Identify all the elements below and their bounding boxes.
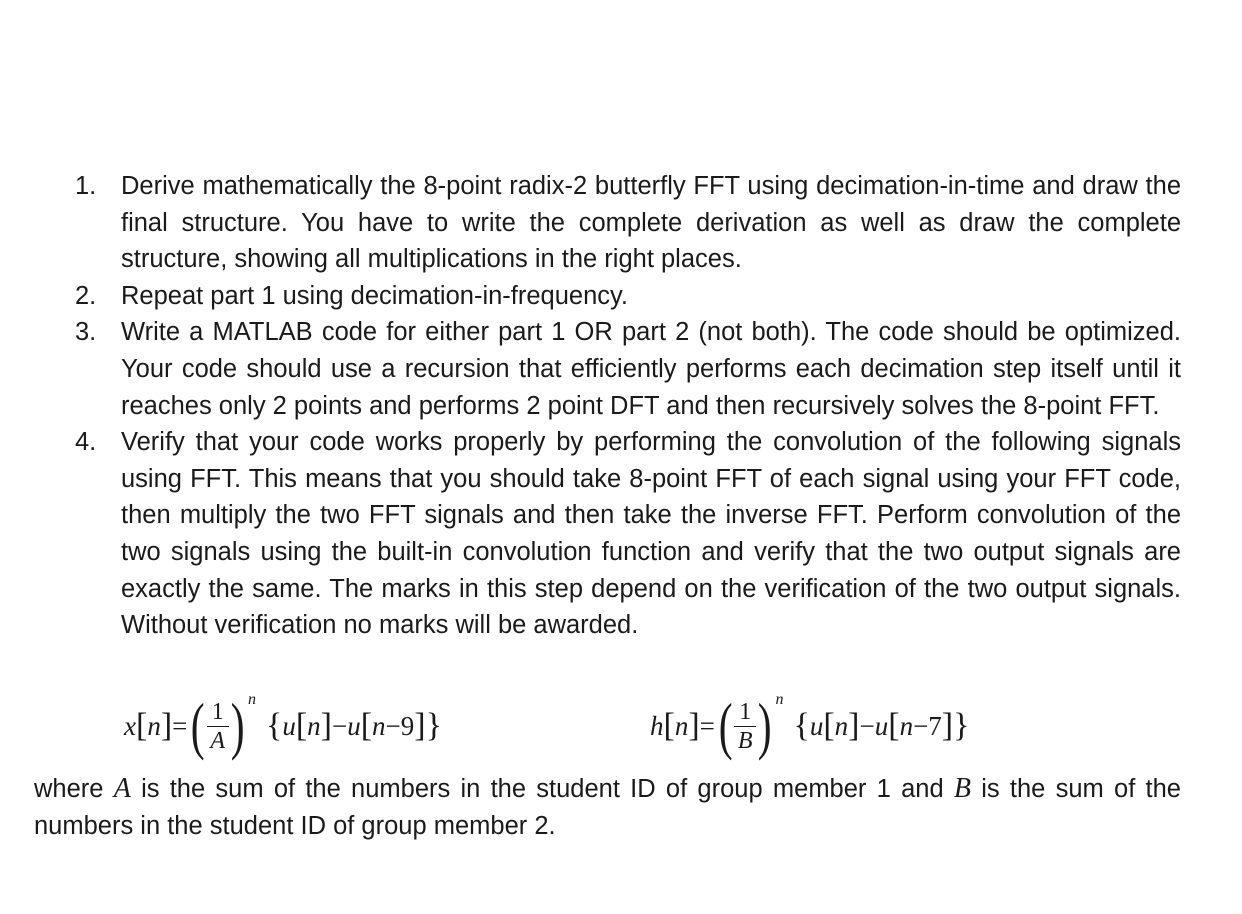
eq-h-step-2-index: n bbox=[899, 710, 914, 741]
equation-h: h [ n ] = ( $\frac{1}{B}$ ) n { u [ n ] − u [ n − 7 ] } bbox=[650, 690, 970, 761]
list-item bbox=[75, 278, 1181, 315]
eq-x-lhs-index: n bbox=[147, 710, 161, 741]
item-text: Derive mathematically the 8-point radix-2 butterfly FFT using decimation-in-time and draw the final structure. You have to write the complete derivation as well as draw the complete structure, showing all multiplications in the right places. bbox=[121, 172, 1181, 274]
item-number: 2. bbox=[75, 281, 97, 310]
list-item bbox=[75, 424, 1181, 644]
eq-x-step-1: u bbox=[282, 710, 296, 741]
eq-h-step-2: u bbox=[874, 710, 889, 741]
eq-x-numerator: 1 bbox=[211, 698, 224, 725]
item-text: Write a MATLAB code for either part 1 OR part 2 (not both). The code should be optimized. Your code should use a recursion that efficiently performs each decimation step itself until it reaches only 2 points and performs 2 point DFT and then recursively solves the 8-point FFT. bbox=[121, 318, 1181, 420]
footer-text-2: is the sum of the numbers in the student ID of group member 1 and bbox=[141, 775, 944, 803]
eq-h-step-1: u bbox=[809, 710, 824, 741]
eq-x-shift: 9 bbox=[400, 710, 415, 741]
eq-h-equals: = bbox=[699, 710, 715, 741]
question-list bbox=[75, 168, 1181, 644]
eq-x-minus-2: − bbox=[385, 710, 401, 741]
equation-x: x [ n ] = ( $\frac{1}{A}$ ) n { u [ n ] − u [ n − 9 ] } bbox=[124, 690, 442, 761]
footer-text-3: is the sum of the numbers in the student ID of group member 2. bbox=[34, 775, 1181, 840]
item-text: Repeat part 1 using decimation-in-frequency. bbox=[121, 281, 628, 310]
eq-x-lhs-var: x bbox=[124, 710, 136, 741]
item-text: Verify that your code works properly by performing the convolution of the following signals using FFT. This means that you should take 8-point FFT of each signal using your FFT code, then multiply the two FFT signals and then take the inverse FFT. Perform convolution of the two signals using the built-in convolution function and verify that the two output signals are exactly the same. The marks in this step depend on the verification of the two output signals. Without verification no marks will be awarded. bbox=[121, 428, 1181, 640]
footer-text-1: where bbox=[34, 775, 104, 803]
eq-x-exponent: n bbox=[248, 691, 256, 708]
eq-x-denominator: A bbox=[210, 727, 226, 754]
footer-symbol-a: A bbox=[113, 773, 131, 804]
eq-h-numerator: 1 bbox=[739, 698, 752, 725]
eq-h-lhs-index: n bbox=[674, 710, 689, 741]
eq-h-step-1-index: n bbox=[834, 710, 849, 741]
eq-x-step-2: u bbox=[347, 710, 361, 741]
eq-h-minus-1: − bbox=[859, 710, 875, 741]
eq-x-minus-1: − bbox=[331, 710, 348, 741]
signal-equations bbox=[118, 684, 1118, 768]
eq-h-lhs-var: h bbox=[650, 710, 664, 741]
eq-h-fraction bbox=[734, 699, 756, 754]
eq-x-fraction bbox=[207, 699, 229, 754]
item-number: 4. bbox=[75, 428, 97, 457]
eq-h-minus-2: − bbox=[913, 710, 929, 741]
eq-x-step-2-index: n bbox=[372, 710, 386, 741]
footer-symbol-b: B bbox=[953, 773, 971, 804]
list-item bbox=[75, 168, 1181, 278]
eq-x-equals: = bbox=[172, 710, 188, 741]
list-item bbox=[75, 314, 1181, 424]
eq-h-denominator: B bbox=[737, 727, 753, 754]
eq-x-step-1-index: n bbox=[307, 710, 321, 741]
item-number: 1. bbox=[75, 172, 97, 200]
eq-h-shift: 7 bbox=[928, 710, 942, 741]
footer-note bbox=[34, 771, 1181, 844]
item-number: 3. bbox=[75, 318, 97, 347]
eq-h-exponent: n bbox=[775, 691, 784, 708]
